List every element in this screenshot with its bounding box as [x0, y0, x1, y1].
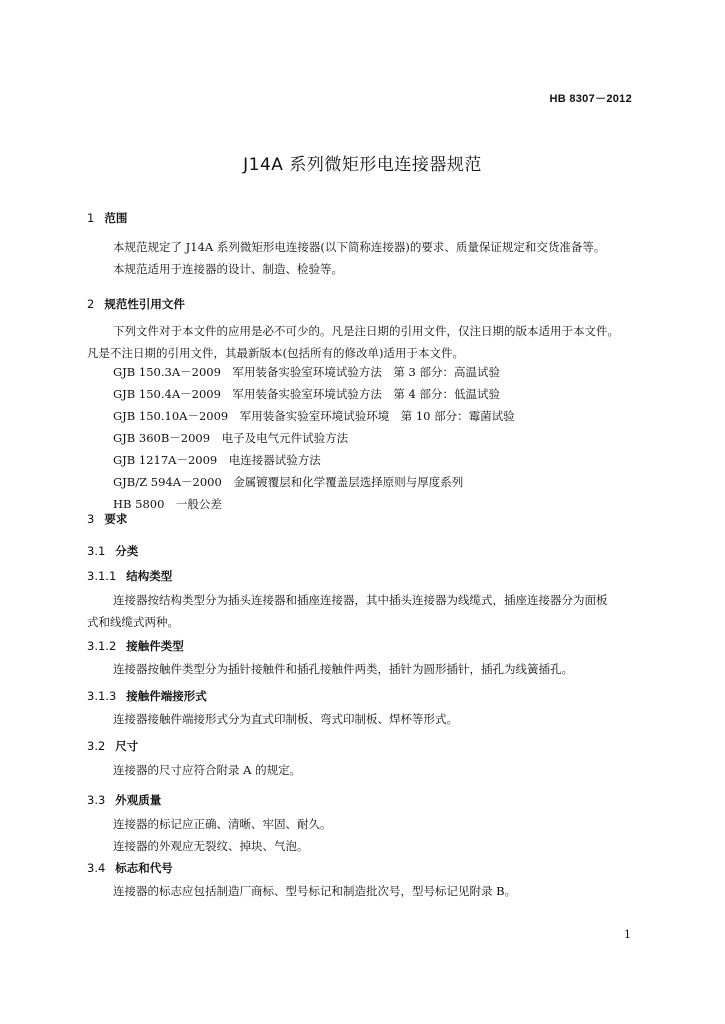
section-title: 规范性引用文件 [104, 297, 185, 311]
section-title: 分类 [115, 544, 139, 558]
section-heading-3-1-1 [87, 568, 172, 584]
text-line: 式和线缆式两种。 [87, 615, 179, 629]
section-heading-1 [87, 210, 127, 226]
section-title: 标志和代号 [115, 861, 173, 875]
section-number: 3.1.1 [87, 569, 117, 583]
paragraph [87, 813, 641, 857]
text-line: 连接器的标志应包括制造厂商标、型号标记和制造批次号，型号标记见附录 B。 [113, 884, 517, 898]
text-line: 连接器按结构类型分为插头连接器和插座连接器，其中插头连接器为线缆式，插座连接器分为面板 [113, 593, 608, 607]
text-line: 连接器的尺寸应符合附录 A 的规定。 [113, 763, 302, 777]
reference-item: GJB 150.3A－2009 军用装备实验室环境试验方法 第 3 部分：高温试验 [113, 365, 501, 379]
section-number: 3.3 [87, 793, 106, 807]
reference-item: GJB 1217A－2009 电连接器试验方法 [113, 453, 321, 467]
section-heading-3-1-3 [87, 688, 207, 704]
document-title: J14A 系列微矩形电连接器规范 [243, 155, 482, 175]
section-heading-3-1 [87, 543, 138, 559]
section-title: 要求 [104, 512, 128, 526]
paragraph [87, 236, 641, 280]
section-title: 接触件端接形式 [126, 689, 207, 703]
section-heading-3-3 [87, 792, 161, 808]
section-number: 2 [87, 297, 95, 311]
reference-item: GJB 150.10A－2009 军用装备实验室环境试验环境 第 10 部分：霉菌试验 [113, 409, 515, 423]
section-heading-3-4 [87, 860, 173, 876]
section-heading-3-1-2 [87, 638, 184, 654]
text-line: 连接器接触件端接形式分为直式印制板、弯式印制板、焊杯等形式。 [113, 712, 458, 726]
section-number: 1 [87, 211, 95, 225]
text-line: 本规范适用于连接器的设计、制造、检验等。 [113, 262, 343, 276]
text-line: 下列文件对于本文件的应用是必不可少的。凡是注日期的引用文件，仅注日期的版本适用于本文件。 [113, 324, 619, 338]
paragraph [87, 759, 641, 781]
section-number: 3.1.2 [87, 639, 117, 653]
section-number: 3 [87, 512, 95, 526]
reference-item: GJB 150.4A－2009 军用装备实验室环境试验方法 第 4 部分：低温试验 [113, 387, 501, 401]
paragraph [87, 880, 641, 902]
text-line: 凡是不注日期的引用文件，其最新版本(包括所有的修改单)适用于本文件。 [87, 346, 464, 360]
reference-item: GJB 360B－2009 电子及电气元件试验方法 [113, 431, 349, 445]
reference-item: HB 5800 一般公差 [113, 497, 222, 511]
reference-item: GJB/Z 594A－2000 金属镀覆层和化学覆盖层选择原则与厚度系列 [113, 475, 464, 489]
section-heading-2 [87, 296, 185, 312]
section-title: 范围 [104, 211, 128, 225]
section-title: 尺寸 [115, 739, 139, 753]
section-number: 3.1.3 [87, 689, 117, 703]
paragraph [87, 658, 641, 680]
paragraph [87, 320, 641, 364]
section-number: 3.4 [87, 861, 106, 875]
text-line: 连接器按触件类型分为插针接触件和插孔接触件两类，插针为圆形插针，插孔为线簧插孔。 [113, 662, 573, 676]
section-heading-3 [87, 511, 127, 527]
section-heading-3-2 [87, 738, 138, 754]
page-number: 1 [624, 928, 631, 941]
standard-code: HB 8307－2012 [549, 93, 632, 105]
text-line: 连接器的外观应无裂纹、掉块、气泡。 [113, 839, 309, 853]
section-number: 3.2 [87, 739, 106, 753]
section-title: 结构类型 [126, 569, 173, 583]
text-line: 本规范规定了 J14A 系列微矩形电连接器(以下简称连接器)的要求、质量保证规定和交货准备等。 [113, 240, 606, 254]
section-title: 外观质量 [115, 793, 162, 807]
paragraph [87, 708, 641, 730]
text-line: 连接器的标记应正确、清晰、牢固、耐久。 [113, 817, 332, 831]
section-number: 3.1 [87, 544, 106, 558]
section-title: 接触件类型 [126, 639, 184, 653]
paragraph [87, 589, 641, 633]
